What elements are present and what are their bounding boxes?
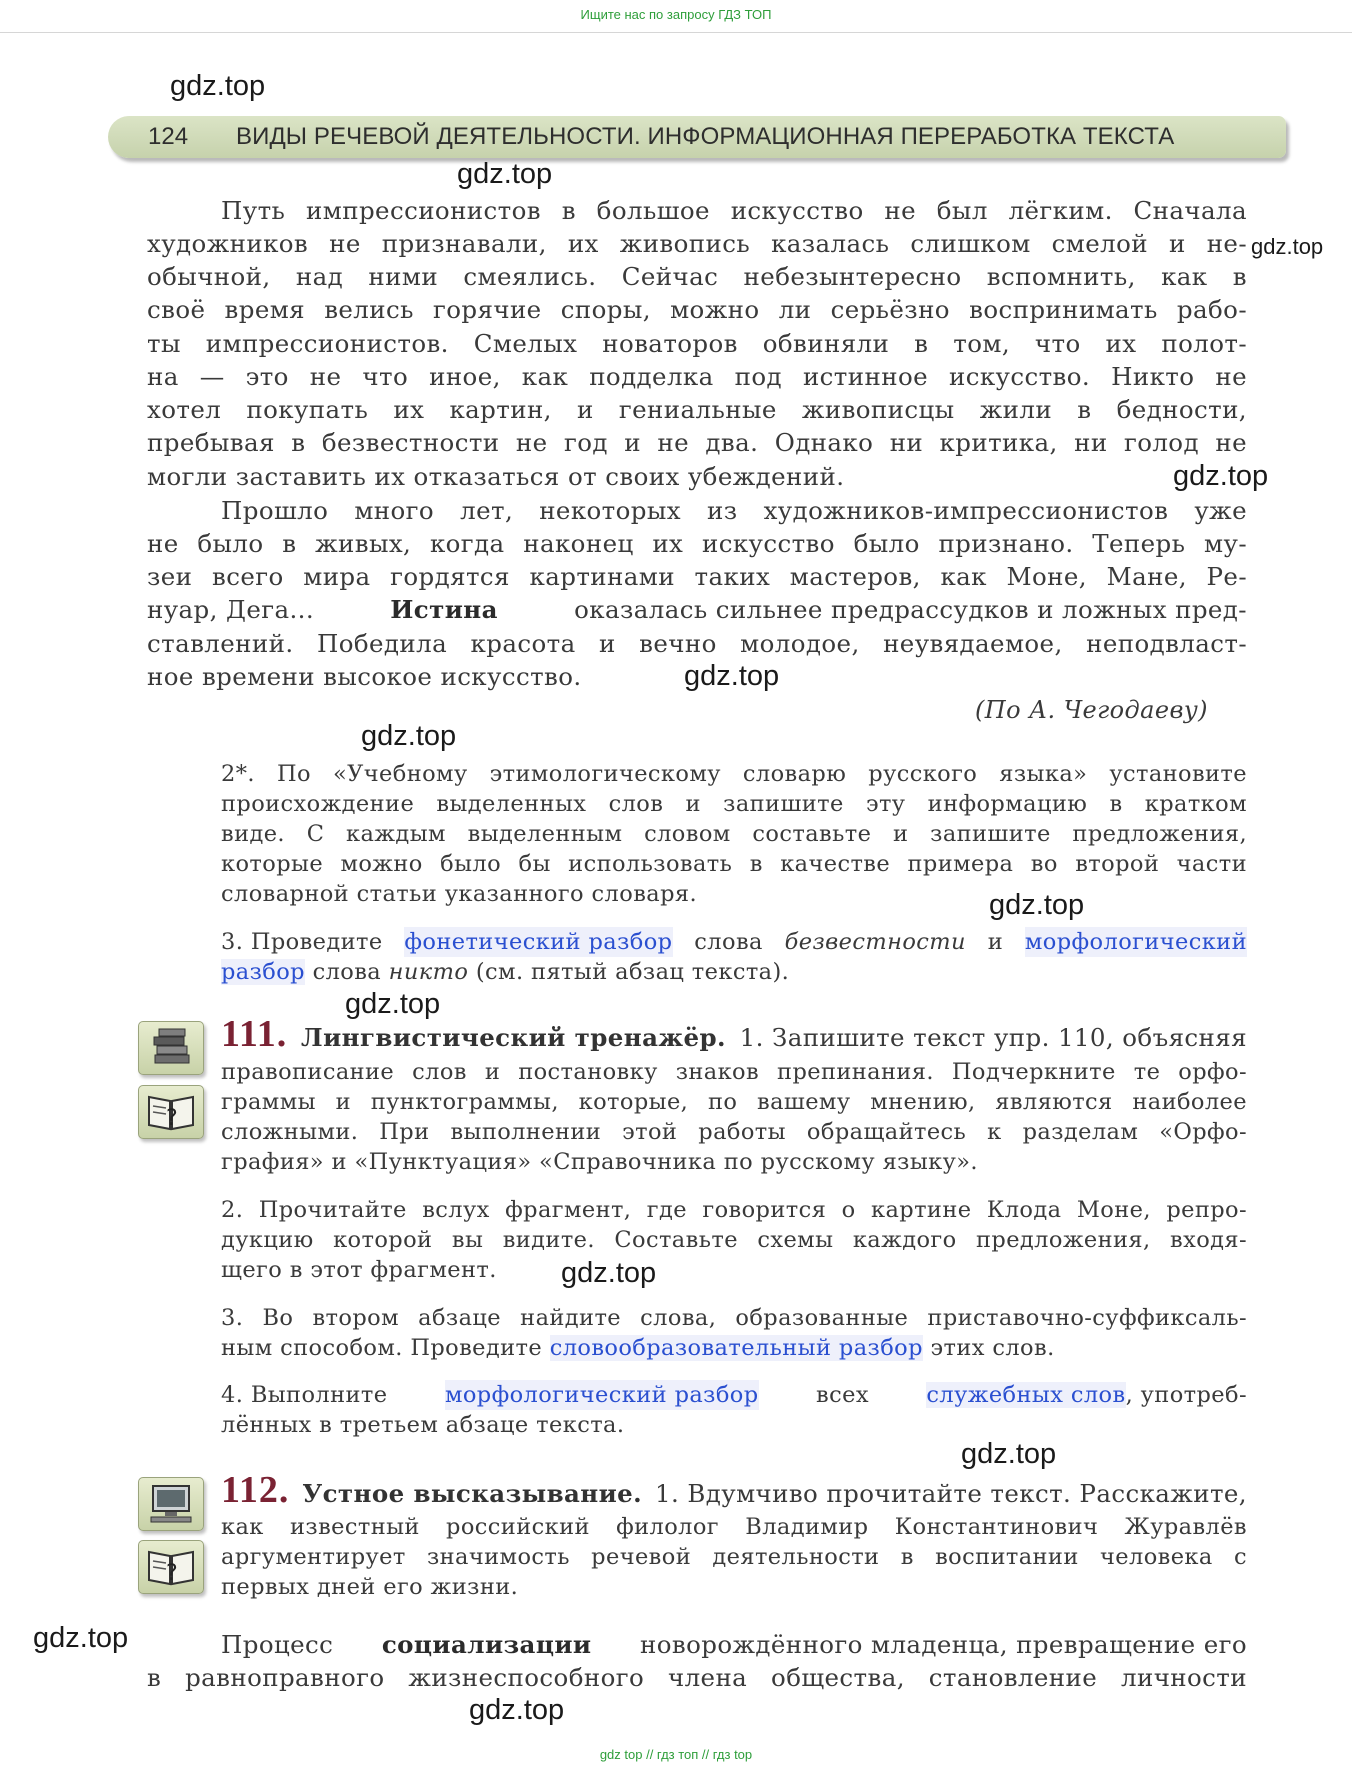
exercise-112-line — [221, 1469, 1247, 1511]
phonetic-analysis-link[interactable]: фонетический разбор — [404, 929, 673, 955]
exercise-number: 112. — [221, 1469, 290, 1511]
task-line: 3. Во втором абзаце найдите слова, образованные приставочно-суффиксаль- — [221, 1305, 1247, 1331]
watermark: gdz.top — [561, 1257, 657, 1289]
task-line: правописание слов и постановку знаков препинания. Подчеркните те орфо- — [221, 1059, 1247, 1085]
text-fragment: Процесс — [221, 1630, 334, 1659]
bold-word: Истина — [390, 595, 498, 624]
watermark: gdz.top — [457, 158, 553, 190]
books-icon — [138, 1021, 204, 1075]
watermark: gdz.top — [961, 1438, 1057, 1470]
text-fragment: новорождённого младенца, превращение его — [640, 1630, 1247, 1659]
text-fragment: этих слов. — [930, 1335, 1055, 1361]
task-line: первых дней его жизни. — [221, 1574, 519, 1600]
text-line: зеи всего мира гордятся картинами таких мастеров, как Моне, Мане, Ре- — [147, 562, 1247, 591]
text-line: хотел покупать их картин, и гениальные живописцы жили в бедности, — [147, 395, 1247, 424]
watermark: gdz.top — [33, 1622, 129, 1654]
text-fragment: слова — [694, 929, 763, 955]
task-line: аргументирует значимость речевой деятельности в воспитании человека с — [221, 1544, 1247, 1570]
text-line: своё время велись горячие споры, можно ли серьёзно воспринимать рабо- — [147, 295, 1247, 324]
task-line: происхождение выделенных слов и запишите эту информацию в кратком — [221, 791, 1247, 817]
morphological-analysis-link[interactable]: морфологический разбор — [444, 1382, 759, 1408]
chapter-title: ВИДЫ РЕЧЕВОЙ ДЕЯТЕЛЬНОСТИ. ИНФОРМАЦИОННАЯ ПЕРЕРАБОТКА ТЕКСТА — [236, 123, 1175, 150]
text-fragment: всех — [816, 1382, 869, 1408]
task-line: 2*. По «Учебному этимологическому словарю русского языка» установите — [221, 761, 1247, 787]
task-line — [221, 957, 789, 987]
text-line: обычной, над ними смеялись. Сейчас небезынтересно вспомнить, как в — [147, 262, 1247, 291]
text-line: художников не признавали, их живопись казалась слишком смелой и не- — [147, 229, 1247, 258]
task-line: которые можно было бы использовать в качестве примера во второй части — [221, 851, 1247, 877]
text-fragment: оказалась сильнее предрассудков и ложных пред- — [574, 595, 1247, 624]
task-line: как известный российский филолог Владимир Константинович Журавлёв — [221, 1514, 1247, 1540]
text-fragment: 4. Выполните — [221, 1382, 388, 1408]
text-fragment: (см. пятый абзац текста). — [475, 959, 790, 985]
text-line: могли заставить их отказаться от своих убеждений. — [147, 462, 845, 491]
text-line — [221, 1628, 1247, 1661]
footer-links[interactable]: gdz top // гдз топ // гдз top — [599, 1747, 753, 1762]
watermark: gdz.top — [170, 70, 266, 102]
text-fragment: , употреб- — [1125, 1382, 1247, 1408]
task-line: графия» и «Пунктуация» «Справочника по русскому языку». — [221, 1149, 978, 1175]
text-line: в равноправного жизнеспособного члена общества, становление личности — [147, 1663, 1247, 1692]
watermark: gdz.top — [469, 1694, 565, 1726]
text-line: пребывая в безвестности не год и не два. Однако ни критика, ни голод не — [147, 428, 1247, 457]
page-number: 124 — [148, 123, 189, 150]
text-fragment: 1. Вдумчиво прочитайте текст. Расскажите, — [655, 1479, 1247, 1508]
task-line — [221, 1333, 1055, 1363]
book-question-icon — [138, 1085, 204, 1139]
chapter-header — [108, 116, 1286, 158]
task-line: дукцию которой вы видите. Составьте схемы каждого предложения, входя- — [221, 1227, 1247, 1253]
svg-text:?: ? — [166, 1106, 178, 1131]
book-question-icon — [138, 1540, 204, 1594]
bold-word: социализации — [381, 1630, 592, 1659]
text-line: не было в живых, когда наконец их искусство было признано. Теперь му- — [147, 529, 1247, 558]
text-line: ное времени высокое искусство. — [147, 662, 582, 691]
italic-word: никто — [388, 959, 469, 985]
computer-icon — [138, 1477, 204, 1531]
watermark: gdz.top — [989, 889, 1085, 921]
task-line: виде. С каждым выделенным словом составьте и запишите предложения, — [221, 821, 1247, 847]
watermark: gdz.top — [1173, 460, 1269, 492]
text-line: Прошло много лет, некоторых из художников-импрессионистов уже — [221, 496, 1247, 525]
watermark: gdz.top — [361, 720, 457, 752]
exercise-number: 111. — [221, 1013, 288, 1055]
text-line: ставлений. Победила красота и вечно молодое, неувядаемое, неподвласт- — [147, 629, 1247, 658]
text-line: Путь импрессионистов в большое искусство не был лёгким. Сначала — [221, 196, 1247, 225]
exercise-title: Лингвистический тренажёр. — [301, 1023, 726, 1052]
text-fragment: нуар, Дега... — [147, 595, 315, 624]
task-line: сложными. При выполнении этой работы обращайтесь к разделам «Орфо- — [221, 1119, 1247, 1145]
word-formation-analysis-link[interactable]: словообразовательный разбор — [549, 1335, 923, 1361]
watermark: gdz.top — [684, 660, 780, 692]
task-line: 2. Прочитайте вслух фрагмент, где говорится о картине Клода Моне, репро- — [221, 1197, 1247, 1223]
text-fragment: слова — [312, 959, 382, 985]
text-line — [147, 593, 1247, 626]
text-fragment: ным способом. Проведите — [221, 1335, 543, 1361]
exercise-111-line — [221, 1013, 1247, 1055]
task-line — [221, 1380, 1247, 1410]
task-line: щего в этот фрагмент. — [221, 1257, 497, 1283]
watermark: gdz.top — [1251, 234, 1324, 259]
italic-word: безвестности — [784, 929, 966, 955]
text-line: на — это не что иное, как подделка под истинное искусство. Никто не — [147, 362, 1247, 391]
exercise-title: Устное высказывание. — [302, 1479, 643, 1508]
text-source: (По А. Чегодаеву) — [975, 696, 1208, 724]
morphological-analysis-link[interactable]: морфологический — [1024, 929, 1247, 955]
text-fragment: 3. Проведите — [221, 929, 383, 955]
task-line: лённых в третьем абзаце текста. — [221, 1412, 625, 1438]
function-words-link[interactable]: служебных слов — [926, 1382, 1126, 1408]
svg-text:?: ? — [166, 1561, 178, 1586]
top-banner[interactable]: Ищите нас по запросу ГДЗ ТОП — [0, 0, 1352, 33]
watermark: gdz.top — [345, 988, 441, 1020]
text-fragment: 1. Запишите текст упр. 110, объясняя — [739, 1023, 1247, 1052]
text-fragment: и — [987, 929, 1004, 955]
text-line: ты импрессионистов. Смелых новаторов обвиняли в том, что их полот- — [147, 329, 1247, 358]
morphological-analysis-link[interactable]: разбор — [221, 959, 305, 985]
task-line: словарной статьи указанного словаря. — [221, 881, 698, 907]
task-line: граммы и пунктограммы, которые, по вашему мнению, являются наиболее — [221, 1089, 1247, 1115]
task-line — [221, 927, 1247, 957]
